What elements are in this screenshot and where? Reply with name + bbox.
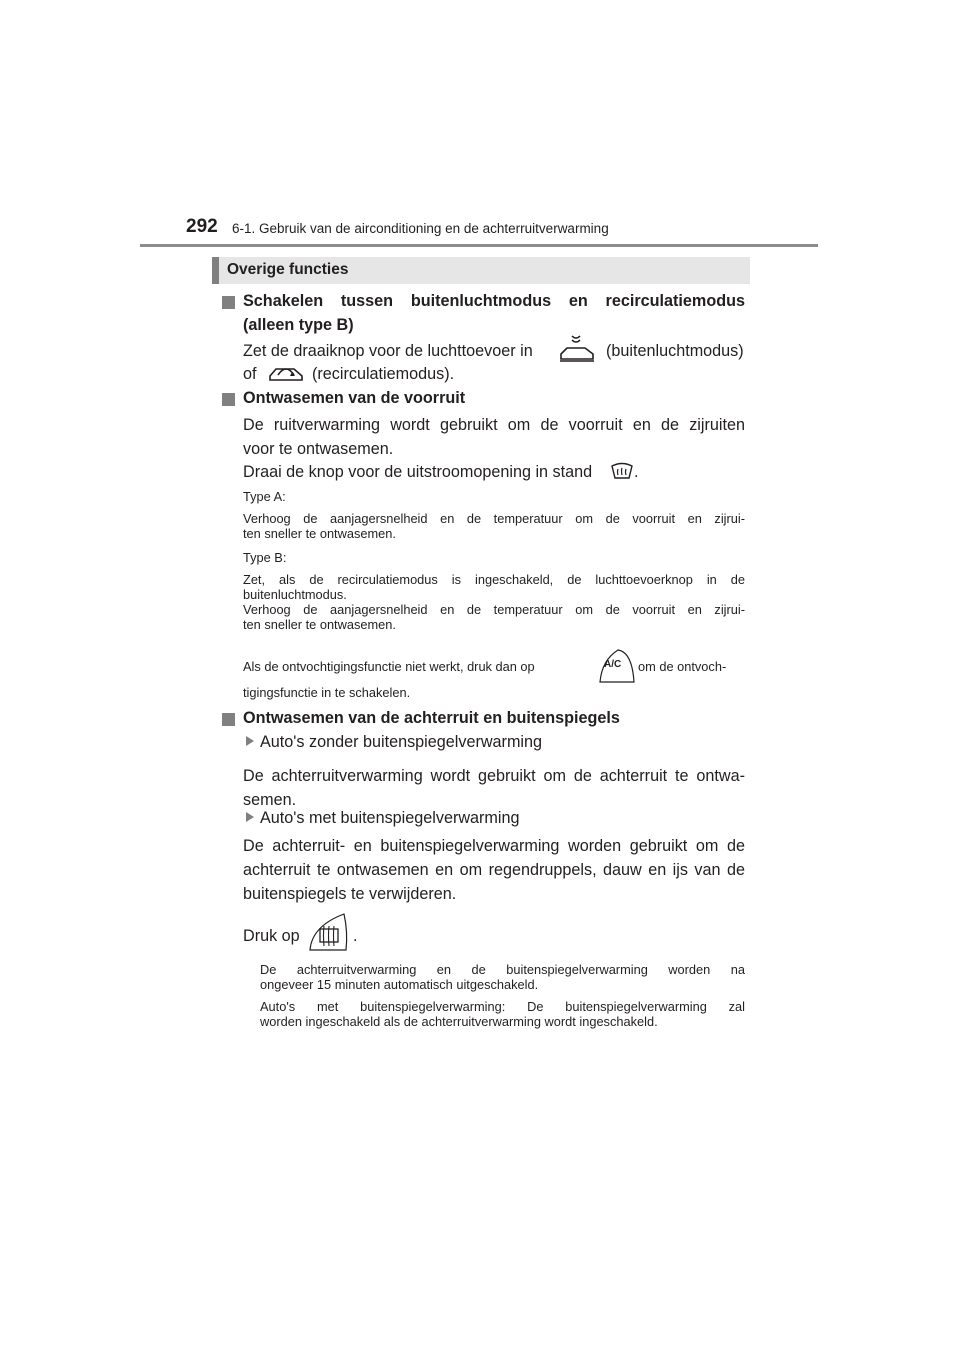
rear-body1-line2: semen. bbox=[243, 791, 297, 809]
section-header bbox=[212, 257, 750, 284]
page-number: 292 bbox=[186, 216, 218, 237]
front-body-line3: Draai de knop voor de uitstroomopening in stand bbox=[243, 463, 593, 481]
press-text-end: . bbox=[353, 927, 358, 945]
front-body-line2: voor te ontwasemen. bbox=[243, 440, 394, 458]
section-title: Overige functies bbox=[227, 261, 349, 278]
arrow-bullet-icon bbox=[246, 736, 254, 746]
heading-front: Ontwasemen van de voorruit bbox=[243, 389, 466, 407]
note-line4: worden ingeschakeld als de achterruitverwarming wordt ingeschakeld. bbox=[260, 1014, 658, 1029]
rear-body2-line2: achterruit te ontwasemen en om regendruppels, dauw en ijs van de bbox=[243, 861, 745, 879]
rear-sub1: Auto's zonder buitenspiegelverwarming bbox=[260, 733, 543, 751]
heading-rear: Ontwasemen van de achterruit en buitenspiegels bbox=[243, 709, 620, 727]
ac-button-icon bbox=[596, 646, 636, 686]
ac-button-label: A/C bbox=[604, 659, 622, 670]
recirculation-icon bbox=[266, 356, 306, 386]
heading-recirc-line1: Schakelen tussen buitenluchtmodus en recirculatiemodus bbox=[243, 292, 745, 310]
recirc-body-b: (buitenluchtmodus) bbox=[606, 342, 744, 360]
front-body-line3-end: . bbox=[634, 463, 639, 481]
type-b-line4: ten sneller te ontwasemen. bbox=[243, 617, 396, 632]
header-divider bbox=[140, 244, 818, 247]
type-b-label: Type B: bbox=[243, 550, 287, 565]
press-text: Druk op bbox=[243, 927, 300, 945]
recirc-body-c: of bbox=[243, 365, 257, 383]
outside-air-icon bbox=[558, 334, 596, 366]
rear-defogger-button-icon bbox=[306, 910, 350, 954]
bullet-square bbox=[222, 296, 235, 309]
type-a-line1: Verhoog de aanjagersnelheid en de temperatuur om de voorruit en zijrui- bbox=[243, 511, 745, 526]
note-line2: ongeveer 15 minuten automatisch uitgeschakeld. bbox=[260, 977, 539, 992]
type-b-line1: Zet, als de recirculatiemodus is ingeschakeld, de luchttoevoerknop in de bbox=[243, 572, 745, 587]
front-body-line1: De ruitverwarming wordt gebruikt om de voorruit en de zijruiten bbox=[243, 416, 745, 434]
bullet-square bbox=[222, 713, 235, 726]
rear-body1-line1: De achterruitverwarming wordt gebruikt om de achterruit te ontwa- bbox=[243, 767, 745, 785]
bullet-square bbox=[222, 393, 235, 406]
type-a-label: Type A: bbox=[243, 489, 286, 504]
note-line3: Auto's met buitenspiegelverwarming: De buitenspiegelverwarming zal bbox=[260, 999, 745, 1014]
windshield-defroster-icon bbox=[610, 462, 634, 482]
recirc-body-a: Zet de draaiknop voor de luchttoevoer in bbox=[243, 342, 533, 360]
recirc-body-d: (recirculatiemodus). bbox=[312, 365, 455, 383]
arrow-bullet-icon bbox=[246, 812, 254, 822]
note-line1: De achterruitverwarming en de buitenspiegelverwarming worden na bbox=[260, 962, 745, 977]
chapter-title: 6-1. Gebruik van de airconditioning en de achterruitverwarming bbox=[232, 221, 609, 236]
rear-body2-line1: De achterruit- en buitenspiegelverwarming worden gebruikt om de bbox=[243, 837, 745, 855]
ac-line-c: tigingsfunctie in te schakelen. bbox=[243, 685, 411, 700]
type-a-line2: ten sneller te ontwasemen. bbox=[243, 526, 396, 541]
ac-line-a: Als de ontvochtigingsfunctie niet werkt, druk dan op bbox=[243, 659, 535, 674]
heading-recirc-line2: (alleen type B) bbox=[243, 316, 354, 334]
ac-line-b: om de ontvoch- bbox=[638, 659, 727, 674]
type-b-line3: Verhoog de aanjagersnelheid en de temperatuur om de voorruit en zijrui- bbox=[243, 602, 745, 617]
rear-sub2: Auto's met buitenspiegelverwarming bbox=[260, 809, 520, 827]
type-b-line2: buitenluchtmodus. bbox=[243, 587, 347, 602]
rear-body2-line3: buitenspiegels te verwijderen. bbox=[243, 885, 457, 903]
section-accent bbox=[212, 257, 219, 284]
